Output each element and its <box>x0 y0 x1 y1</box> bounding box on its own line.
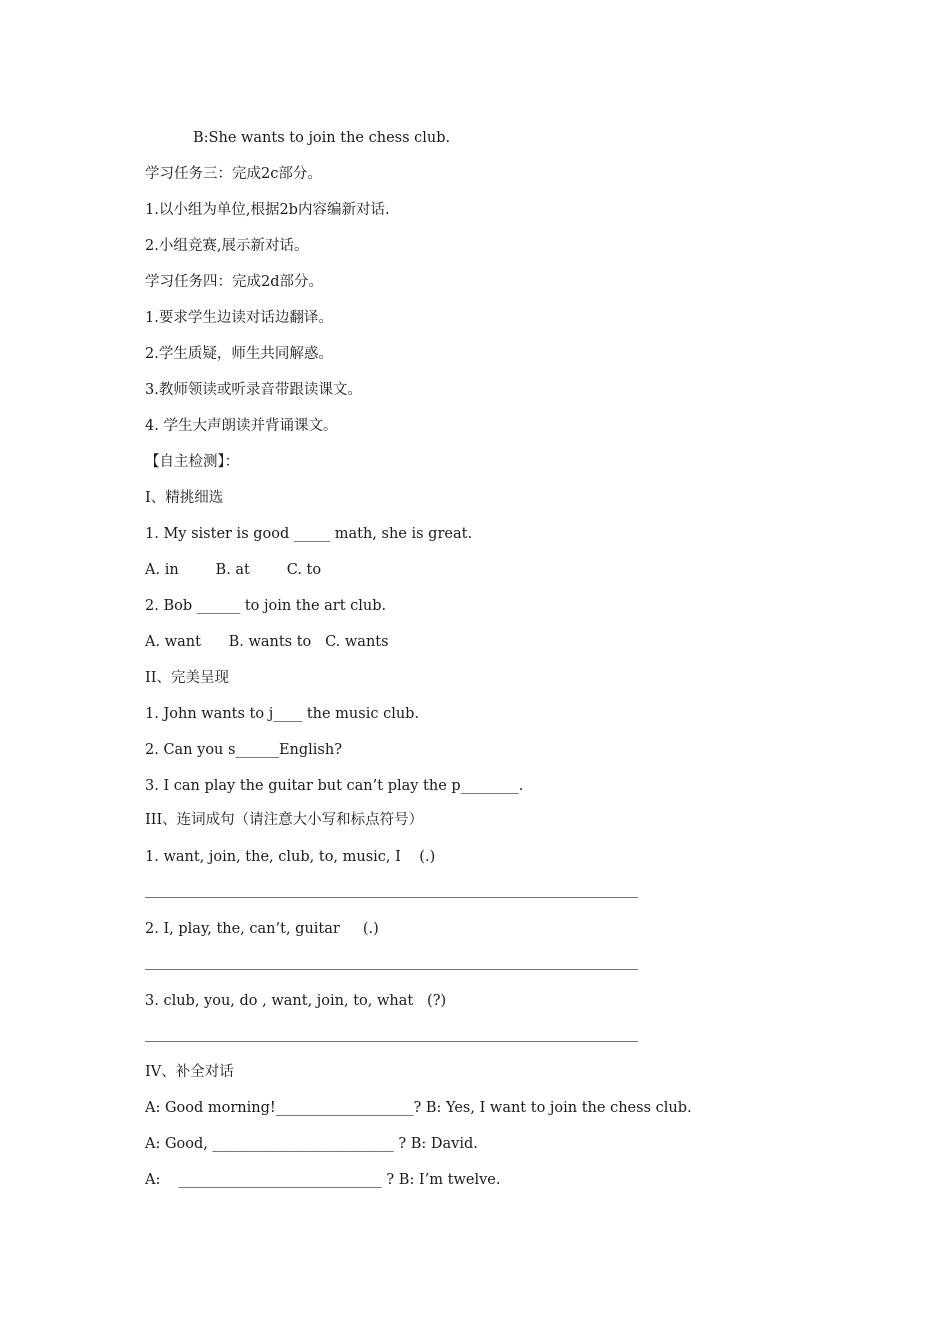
question-1-2: 2. Bob ______ to join the art club. <box>145 598 387 614</box>
task-four-step-4: 4. 学生大声朗读并背诵课文。 <box>145 418 338 434</box>
dialogue-line-1: A: Good morning!___________________? B: Yes, I want to join the chess club. <box>145 1100 692 1116</box>
question-1-2-options: A. want B. wants to C. wants <box>145 634 389 650</box>
question-2-2: 2. Can you s______English? <box>145 742 342 758</box>
section-1-heading: I、精挑细选 <box>145 490 224 506</box>
dialogue-line-3: A: ____________________________ ? B: I’m twelve. <box>145 1172 501 1188</box>
self-check-heading: 【自主检测】： <box>145 454 240 470</box>
question-3-2: 2. I, play, the, can’t, guitar (.) <box>145 921 379 937</box>
section-4-heading: IV、补全对话 <box>145 1064 234 1080</box>
dialogue-answer-line: B:She wants to join the chess club. <box>193 130 451 146</box>
question-2-1: 1. John wants to j____ the music club. <box>145 706 420 722</box>
task-four-heading: 学习任务四：完成2d部分。 <box>145 274 324 290</box>
question-3-1: 1. want, join, the, club, to, music, I (.) <box>145 849 436 865</box>
task-four-step-1: 1.要求学生边读对话边翻译。 <box>145 310 333 326</box>
task-four-step-3: 3.教师领读或听录音带跟读课文。 <box>145 382 362 398</box>
answer-line <box>145 897 638 898</box>
dialogue-line-2: A: Good, _________________________ ? B: David. <box>145 1136 478 1152</box>
task-four-step-2: 2.学生质疑，师生共同解惑。 <box>145 346 333 362</box>
question-1-1-options: A. in B. at C. to <box>145 562 322 578</box>
section-2-heading: II、完美呈现 <box>145 670 229 686</box>
answer-line <box>145 969 638 970</box>
question-2-3: 3. I can play the guitar but can’t play the p________. <box>145 778 524 794</box>
task-three-heading: 学习任务三：完成2c部分。 <box>145 166 322 182</box>
question-3-3: 3. club, you, do , want, join, to, what (?) <box>145 993 447 1009</box>
task-three-step-1: 1.以小组为单位,根据2b内容编新对话. <box>145 202 390 218</box>
section-3-heading: III、连词成句（请注意大小写和标点符号） <box>145 812 424 828</box>
answer-line <box>145 1041 638 1042</box>
question-1-1: 1. My sister is good _____ math, she is great. <box>145 526 473 542</box>
task-three-step-2: 2.小组竞赛,展示新对话。 <box>145 238 309 254</box>
